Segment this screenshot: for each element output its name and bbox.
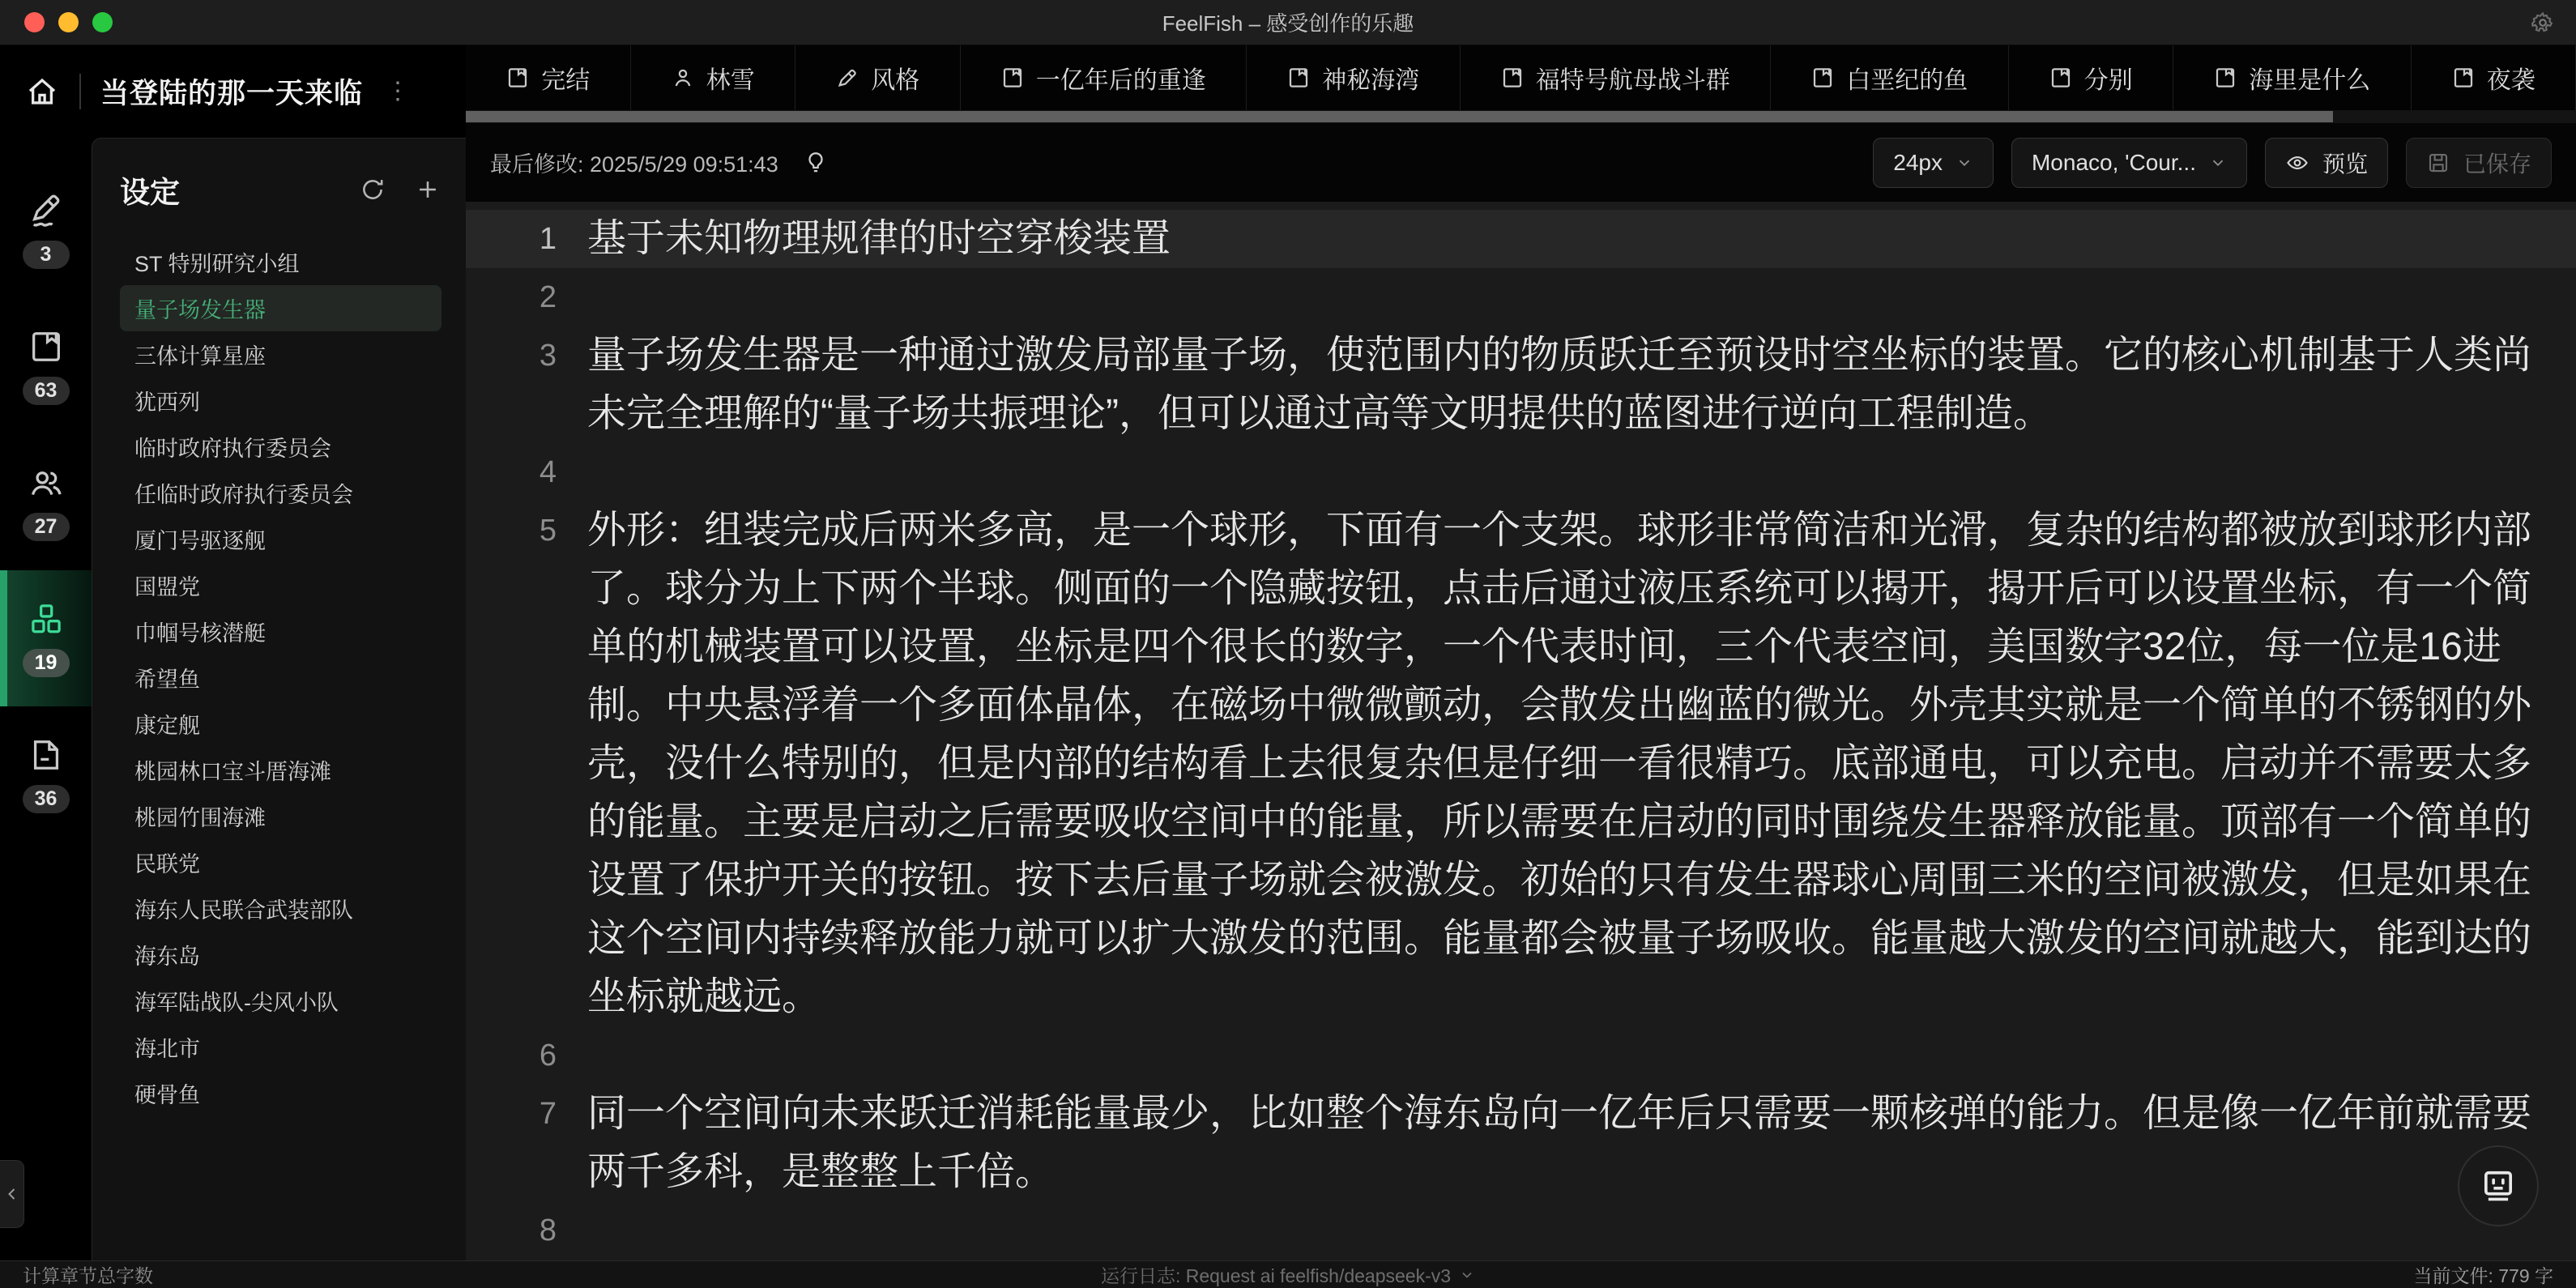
- rail-item-settings[interactable]: [0, 570, 92, 706]
- chevron-down-icon: [2209, 154, 2227, 172]
- saved-button[interactable]: [2406, 138, 2552, 188]
- line-number: 4: [539, 455, 557, 489]
- list-item[interactable]: 海东人民联合武装部队: [134, 898, 353, 923]
- robot-face-icon: [2477, 1165, 2519, 1207]
- editor-region: [466, 45, 2576, 1260]
- tab-scrollbar: [466, 110, 2576, 123]
- tab-label: 一亿年后的重逢: [1035, 67, 1206, 94]
- tab[interactable]: [795, 45, 961, 110]
- icon-rail: [0, 138, 92, 1260]
- word-count-action[interactable]: 计算章节总字数: [23, 1265, 153, 1286]
- list-item[interactable]: 巾帼号核潜艇: [134, 621, 266, 646]
- tab[interactable]: [1461, 45, 1772, 110]
- tab-bar: [466, 45, 2576, 110]
- minimize-window-button[interactable]: [58, 12, 79, 32]
- file-icon: [2451, 66, 2476, 90]
- file-icon: [505, 66, 530, 90]
- font-size-value: 24px: [1893, 149, 1943, 175]
- chevron-down-icon: [1955, 154, 1973, 172]
- list-item[interactable]: 桃园林口宝斗厝海滩: [134, 760, 331, 784]
- line-text[interactable]: 同一个空间向未来跃迁消耗能量最少，比如整个海东岛向一亿年后只需要一颗核弹的能力。但是像一亿年前就需要两千多科，是整整上千倍。: [587, 1092, 2532, 1193]
- line-number: 1: [539, 222, 557, 256]
- pen-icon: [835, 66, 859, 90]
- tab-label: 夜袭: [2486, 67, 2535, 94]
- rail-item-chapters[interactable]: [0, 298, 92, 434]
- chevron-left-icon: [2, 1184, 22, 1204]
- tab[interactable]: [2009, 45, 2174, 110]
- tab-label: 林雪: [706, 67, 755, 94]
- tab[interactable]: [961, 45, 1247, 110]
- traffic-lights: [24, 0, 113, 45]
- gear-icon[interactable]: [2531, 11, 2555, 35]
- tab[interactable]: [1771, 45, 2009, 110]
- list-item[interactable]: 民联党: [134, 852, 200, 876]
- lightbulb-icon[interactable]: [803, 150, 829, 176]
- tab-label: 白垩纪的鱼: [1846, 67, 1968, 94]
- line-text[interactable]: [587, 1026, 2576, 1085]
- rail-badge: 3: [23, 241, 70, 269]
- collapse-sidebar-button[interactable]: [0, 1160, 24, 1228]
- list-item[interactable]: ST 特别研究小组: [134, 252, 300, 276]
- line-text[interactable]: [587, 268, 2576, 326]
- list-item[interactable]: 海军陆战队-尖风小队: [134, 991, 339, 1015]
- close-window-button[interactable]: [24, 12, 45, 32]
- pen-signature-icon: [28, 192, 65, 229]
- line-number: 2: [539, 280, 557, 314]
- status-bar: [0, 1260, 2576, 1288]
- font-family-value: Monaco, 'Cour...: [2031, 149, 2196, 175]
- file-icon: [1500, 66, 1525, 90]
- blocks-grid-icon: [28, 600, 65, 638]
- line-number: 6: [539, 1039, 557, 1073]
- line-text[interactable]: 外形：组装完成后两米多高，是一个球形，下面有一个支架。球形非常简洁和光滑，复杂的结构都被放到球形内部了。球分为上下两个半球。侧面的一个隐藏按钮，点击后通过液压系统可以揭开，揭开后可以设置坐标，有一个简单的机械装置可以设置，坐标是四个很长的数字，一个代表时间，三个代表空间，美国数字32位，每一位是16进制。中央悬浮着一个多面体晶体，在磁场中微微颤动，会散发出幽蓝的微光。外壳其实就是一个简单的不锈钢的外壳，没什么特别的，但是内部的结构看上去很复杂但是仔细一看很精巧。底部通电，可以充电。启动并不需要太多的能量。主要是启动之后需要吸收空间中的能量，所以需要在启动的同时围绕发生器释放能量。顶部有一个简单的设置了保护开关的按钮。按下去后量子场就会被激发。初始的只有发生器球心周围三米的空间被激发，但是如果在这个空间内持续释放能力就可以扩大激发的范围。能量都会被量子场吸收。能量越大激发的空间就越大，能到达的坐标就越远。: [587, 509, 2532, 1018]
- current-file-word-count: 当前文件: 779 字: [2413, 1265, 2553, 1286]
- list-item[interactable]: 任临时政府执行委员会: [134, 483, 353, 507]
- list-item[interactable]: 国盟党: [134, 575, 200, 599]
- list-item[interactable]: 厦门号驱逐舰: [134, 529, 266, 553]
- run-log[interactable]: [1101, 1261, 1475, 1288]
- list-item[interactable]: 三体计算星座: [134, 344, 266, 369]
- rail-item-characters[interactable]: [0, 434, 92, 570]
- list-item[interactable]: 海东岛: [134, 945, 200, 969]
- rail-item-manuscript[interactable]: [0, 162, 92, 298]
- tab[interactable]: [1247, 45, 1461, 110]
- editor-line: [466, 1026, 2576, 1085]
- ai-assistant-button[interactable]: [2458, 1145, 2539, 1226]
- list-item[interactable]: 海北市: [134, 1037, 200, 1061]
- settings-panel-header: [120, 163, 441, 216]
- titlebar: [0, 0, 2576, 45]
- list-item[interactable]: 硬骨鱼: [134, 1083, 200, 1107]
- person-icon: [671, 66, 695, 90]
- file-icon: [1810, 66, 1835, 90]
- editor-line: [466, 1085, 2576, 1201]
- project-menu-icon[interactable]: ⋮: [386, 78, 411, 104]
- editor-toolbar: [466, 123, 2576, 202]
- rail-badge: 19: [23, 649, 70, 677]
- tab[interactable]: [631, 45, 796, 110]
- line-text[interactable]: 量子场发生器是一种通过激发局部量子场，使范围内的物质跃迁至预设时空坐标的装置。它的核心机制基于人类尚未完全理解的“量子场共振理论”，但可以通过高等文明提供的蓝图进行逆向工程制造。: [587, 334, 2532, 435]
- file-icon: [1000, 66, 1025, 90]
- line-number: 7: [539, 1097, 557, 1131]
- document-icon: [28, 736, 65, 774]
- line-text[interactable]: [587, 443, 2576, 501]
- list-item[interactable]: 希望鱼: [134, 667, 200, 692]
- editor-line: [466, 326, 2576, 443]
- eye-icon: [2285, 151, 2309, 175]
- home-icon[interactable]: [24, 74, 60, 109]
- rail-badge: 36: [23, 785, 70, 813]
- left-panel: [0, 45, 466, 1260]
- tab-label: 神秘海湾: [1322, 67, 1420, 94]
- editor-line: [466, 1201, 2576, 1260]
- last-modified-text: 最后修改: 2025/5/29 09:51:43: [490, 152, 778, 177]
- project-header: [0, 45, 466, 138]
- file-icon: [2049, 66, 2073, 90]
- preview-button[interactable]: [2265, 138, 2388, 188]
- rail-badge: 63: [23, 377, 70, 405]
- run-log-text: 运行日志: Request ai feelfish/deapseek-v3: [1100, 1265, 1452, 1286]
- saved-label: 已保存: [2463, 151, 2531, 177]
- list-item[interactable]: 临时政府执行委员会: [134, 437, 331, 461]
- text-editor[interactable]: [466, 202, 2576, 1260]
- file-icon: [2213, 66, 2237, 90]
- preview-label: 预览: [2322, 151, 2368, 177]
- add-item-icon[interactable]: [414, 176, 441, 203]
- list-item[interactable]: 犹西列: [134, 390, 200, 415]
- list-item[interactable]: 桃园竹围海滩: [134, 806, 266, 830]
- save-icon: [2426, 151, 2450, 175]
- project-title: 当登陆的那一天来临: [100, 78, 364, 109]
- tab-label: 完结: [541, 67, 591, 94]
- tab-label: 分别: [2083, 67, 2133, 94]
- tab[interactable]: [2412, 45, 2576, 110]
- editor-line: [466, 268, 2576, 326]
- tab-label: 风格: [871, 67, 920, 94]
- list-item[interactable]: 康定舰: [134, 714, 200, 738]
- refresh-icon[interactable]: [359, 176, 386, 203]
- editor-line: [466, 501, 2576, 1026]
- panel-title: 设定: [120, 176, 180, 209]
- rail-item-outline[interactable]: [0, 706, 92, 842]
- line-number: 5: [539, 514, 557, 548]
- list-item-selected[interactable]: 量子场发生器: [120, 285, 441, 331]
- settings-list: [120, 239, 441, 1116]
- people-icon: [28, 464, 65, 501]
- header-divider: [79, 74, 81, 109]
- tab-label: 海里是什么: [2249, 67, 2371, 94]
- tab[interactable]: [466, 45, 631, 110]
- editor-line: [466, 443, 2576, 501]
- rail-badge: 27: [23, 513, 70, 541]
- zoom-window-button[interactable]: [92, 12, 113, 32]
- window-title: FeelFish – 感受创作的乐趣: [1162, 11, 1414, 36]
- font-size-select[interactable]: [1873, 138, 1994, 188]
- editor-line: [466, 210, 2576, 268]
- tab[interactable]: [2173, 45, 2412, 110]
- line-number: 8: [539, 1213, 557, 1247]
- settings-panel: [92, 138, 466, 1260]
- tab-scrollbar-thumb[interactable]: [466, 111, 2333, 122]
- file-icon: [1286, 66, 1311, 90]
- font-family-select[interactable]: [2011, 138, 2247, 188]
- bookmark-page-icon: [28, 328, 65, 365]
- line-number: 3: [539, 339, 557, 373]
- chevron-down-icon: [1459, 1267, 1475, 1283]
- tab-label: 福特号航母战斗群: [1535, 67, 1730, 94]
- line-text[interactable]: 基于未知物理规律的时空穿梭装置: [587, 217, 1171, 260]
- line-text[interactable]: [587, 1201, 2576, 1260]
